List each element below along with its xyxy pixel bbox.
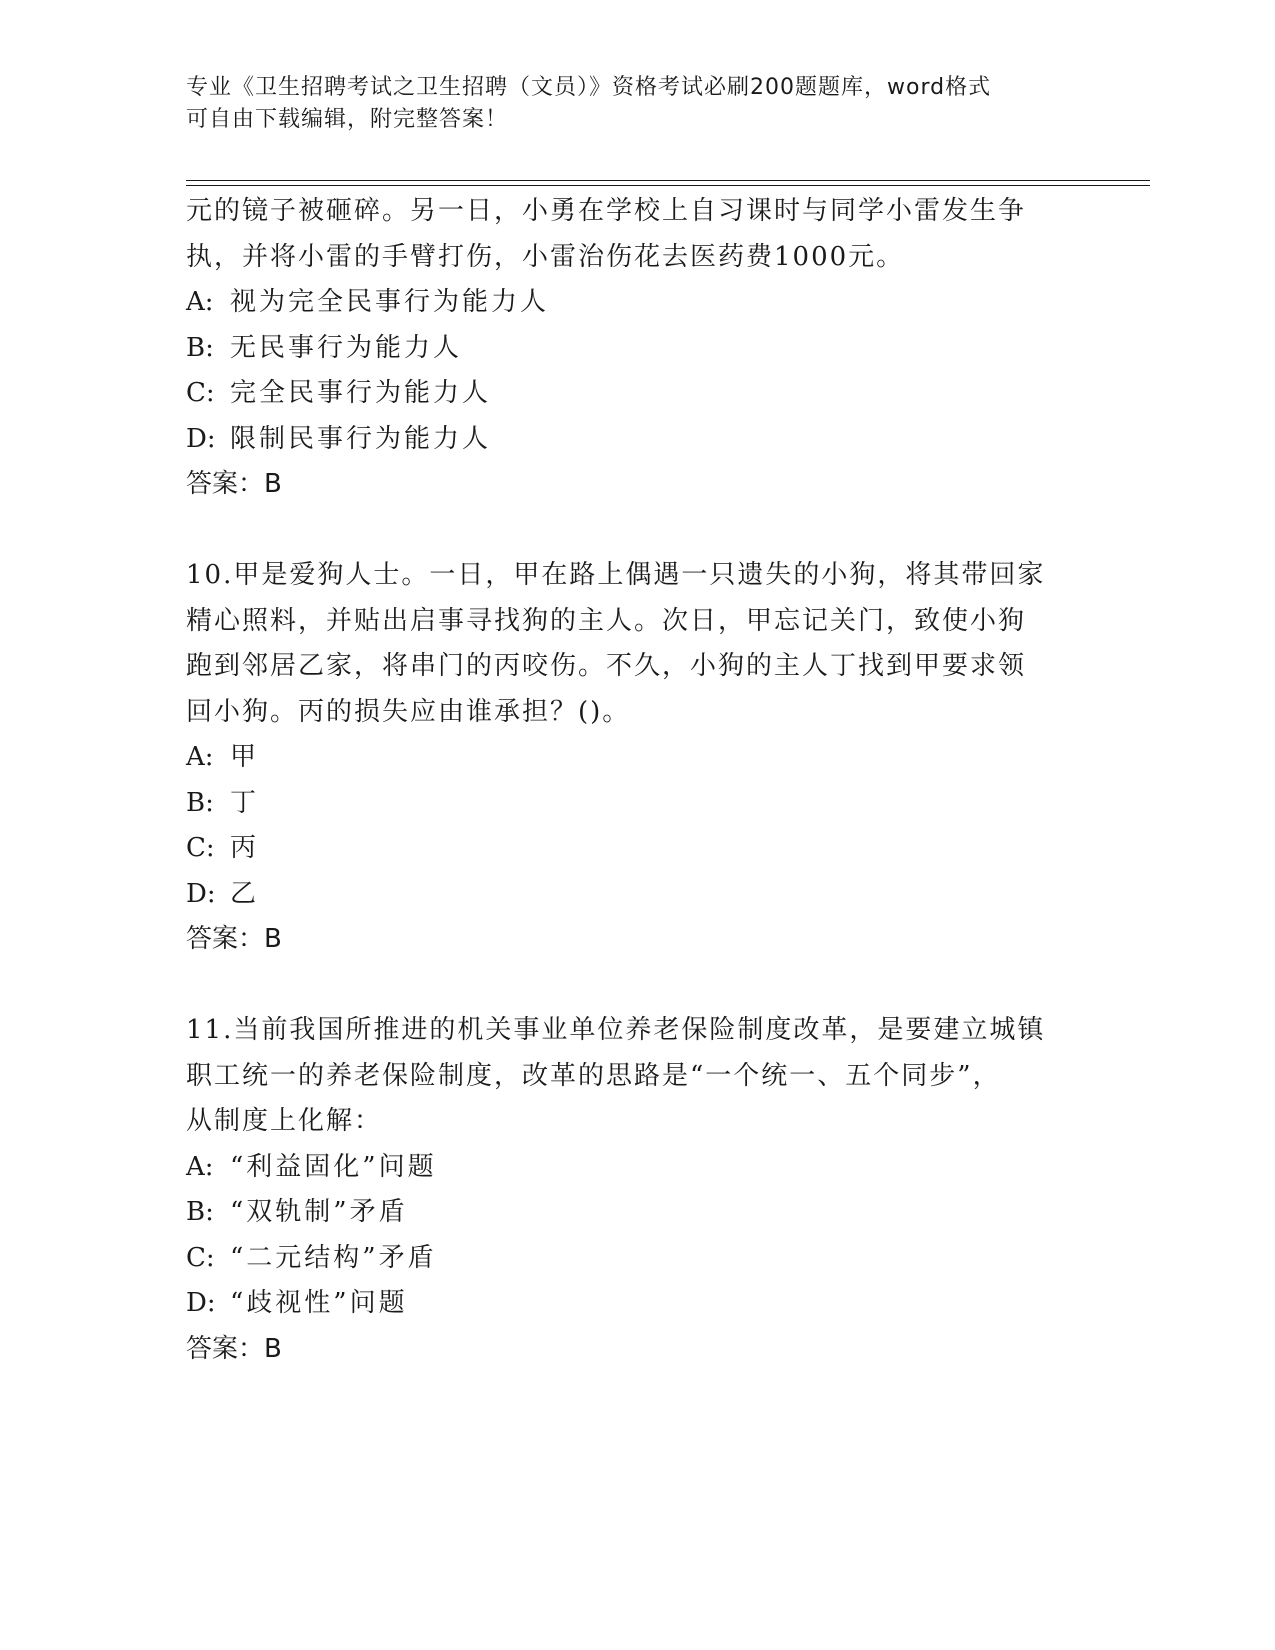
option-letter: B: [186,332,214,363]
option-b [186,781,1066,827]
question-spacer [186,963,1066,1009]
option-text: “歧视性”问题 [230,1288,408,1318]
question-spacer [186,508,1066,554]
question-11 [186,1008,1066,1372]
option-a [186,280,1066,326]
option-letter: D: [186,878,216,909]
question-stem-line: 执，并将小雷的手臂打伤，小雷治伤花去医药费1000元。 [186,241,905,272]
header-divider-top [186,180,1150,181]
answer-line: 答案：B [186,924,282,954]
option-text: “二元结构”矛盾 [230,1242,437,1273]
question-stem-line: 11.当前我国所推进的机关事业单位养老保险制度改革，是要建立城镇 [186,1015,1046,1045]
option-c [186,826,1066,872]
option-text: 完全民事行为能力人 [230,378,492,408]
option-text: 无民事行为能力人 [230,332,463,363]
option-d [186,872,1066,918]
option-letter: B: [186,787,214,818]
option-text: 甲 [230,742,260,772]
option-c [186,1236,1066,1282]
option-letter: B: [186,1197,214,1227]
question-stem-line: 元的镜子被砸碎。另一日，小勇在学校上自习课时与同学小雷发生争 [186,196,1027,226]
option-a [186,1145,1066,1191]
option-d [186,1281,1066,1327]
option-b [186,1190,1066,1236]
option-d [186,417,1066,463]
question-9 [186,189,1066,508]
question-stem-line: 职工统一的养老保险制度，改革的思路是“一个统一、五个同步”， [186,1060,1001,1091]
header-line-2: 可自由下载编辑，附完整答案！ [186,107,509,132]
question-stem-line: 跑到邻居乙家，将串门的丙咬伤。不久，小狗的主人丁找到甲要求领 [186,651,1027,681]
option-letter: C: [186,833,215,863]
question-stem-line: 10.甲是爱狗人士。一日，甲在路上偶遇一只遗失的小狗，将其带回家 [186,560,1046,590]
document-body [186,189,1066,1372]
option-text: 丁 [230,787,260,818]
option-letter: C: [186,1242,215,1273]
option-letter: A: [186,742,214,772]
option-text: “双轨制”矛盾 [230,1197,408,1227]
option-text: 限制民事行为能力人 [230,423,492,454]
option-letter: A: [186,1151,214,1182]
option-letter: D: [186,423,216,454]
option-text: 视为完全民事行为能力人 [230,287,550,317]
answer-line: 答案：B [186,1333,282,1364]
option-text: 丙 [230,833,260,863]
option-a [186,735,1066,781]
option-letter: A: [186,287,214,317]
header-divider-bottom [186,185,1150,186]
question-10 [186,553,1066,963]
header-line-1: 专业《卫生招聘考试之卫生招聘（文员）》资格考试必刷200题题库，word格式 [186,75,992,100]
option-letter: D: [186,1288,216,1318]
page-header [186,72,1086,136]
question-stem-line: 回小狗。丙的损失应由谁承担？()。 [186,696,631,727]
question-stem-line: 从制度上化解： [186,1106,383,1136]
question-stem-line: 精心照料，并贴出启事寻找狗的主人。次日，甲忘记关门，致使小狗 [186,605,1027,636]
option-text: 乙 [230,878,260,909]
option-b [186,326,1066,372]
option-text: “利益固化”问题 [230,1151,437,1182]
answer-line: 答案：B [186,469,282,499]
option-letter: C: [186,378,215,408]
option-c [186,371,1066,417]
